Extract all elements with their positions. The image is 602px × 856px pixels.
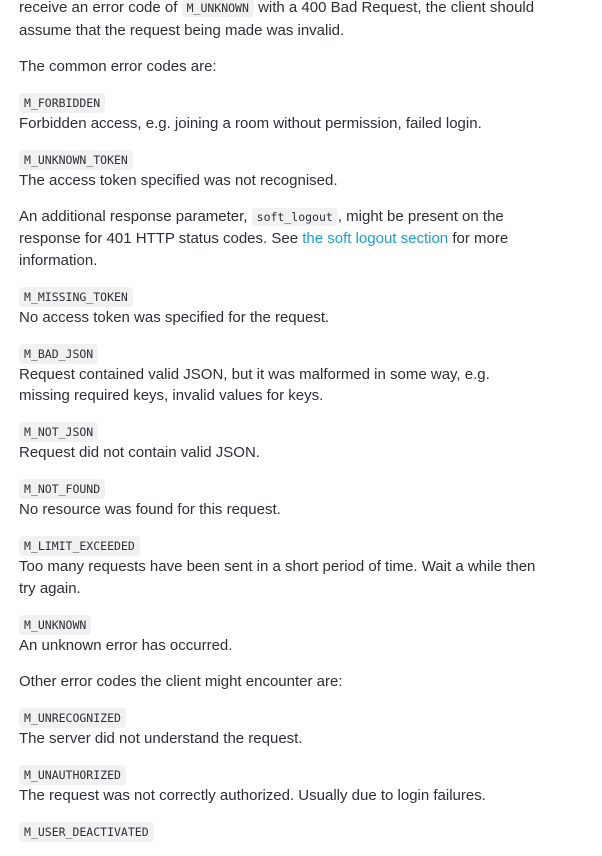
error-description: The request was not correctly authorized. Usually due to login failures. xyxy=(19,786,486,804)
error-code: M_NOT_JSON xyxy=(19,422,98,442)
error-description: No access token was specified for the request. xyxy=(19,308,330,326)
soft-logout-link[interactable]: the soft logout section xyxy=(302,230,449,247)
soft-logout-note: An additional response parameter, soft_logout , might be present on the response for 401 HTTP status codes. See the soft logout section for more information. xyxy=(19,207,509,269)
inline-code: soft_logout xyxy=(252,208,338,226)
error-description: Request contained valid JSON, but it was malformed in some way, e.g. missing required keys, invalid values for keys. xyxy=(19,365,490,404)
error-entry xyxy=(19,821,539,843)
error-description: Request did not contain valid JSON. xyxy=(19,444,260,461)
error-code: M_UNAUTHORIZED xyxy=(19,765,126,785)
error-entry xyxy=(19,421,539,464)
error-code: M_LIMIT_EXCEEDED xyxy=(19,536,140,556)
error-code: M_UNRECOGNIZED xyxy=(19,708,126,728)
error-entry xyxy=(19,286,539,329)
error-entry xyxy=(19,92,539,135)
error-entry xyxy=(19,614,539,657)
error-description: The server did not understand the request. xyxy=(19,729,303,747)
error-entry xyxy=(19,707,539,750)
error-description: An unknown error has occurred. xyxy=(19,636,233,654)
other-errors-heading: Other error codes the client might encounter are: xyxy=(19,672,343,690)
common-errors-heading: The common error codes are: xyxy=(19,57,217,75)
document-content xyxy=(19,0,539,856)
error-entry xyxy=(19,478,539,521)
error-entry xyxy=(19,764,539,807)
error-entry xyxy=(19,343,539,407)
error-code: M_MISSING_TOKEN xyxy=(19,287,133,307)
intro-paragraph: receive an error code of M_UNKNOWN with a 400 Bad Request, the client should assume that the request being made was invalid. xyxy=(19,0,535,39)
error-code: M_FORBIDDEN xyxy=(19,93,105,113)
error-description: The access token specified was not recognised. xyxy=(19,171,338,189)
error-code: M_NOT_FOUND xyxy=(19,479,105,499)
error-description: No resource was found for this request. xyxy=(19,501,281,518)
error-description: Too many requests have been sent in a short period of time. Wait a while then try again. xyxy=(19,558,536,597)
error-entry xyxy=(19,149,539,192)
error-code: M_BAD_JSON xyxy=(19,344,98,364)
error-description: Forbidden access, e.g. joining a room without permission, failed login. xyxy=(19,114,482,132)
error-code: M_USER_DEACTIVATED xyxy=(19,822,154,842)
error-entry xyxy=(19,535,539,599)
error-code: M_UNKNOWN xyxy=(19,615,91,635)
error-code: M_UNKNOWN_TOKEN xyxy=(19,150,133,170)
inline-code: M_UNKNOWN xyxy=(182,0,254,17)
